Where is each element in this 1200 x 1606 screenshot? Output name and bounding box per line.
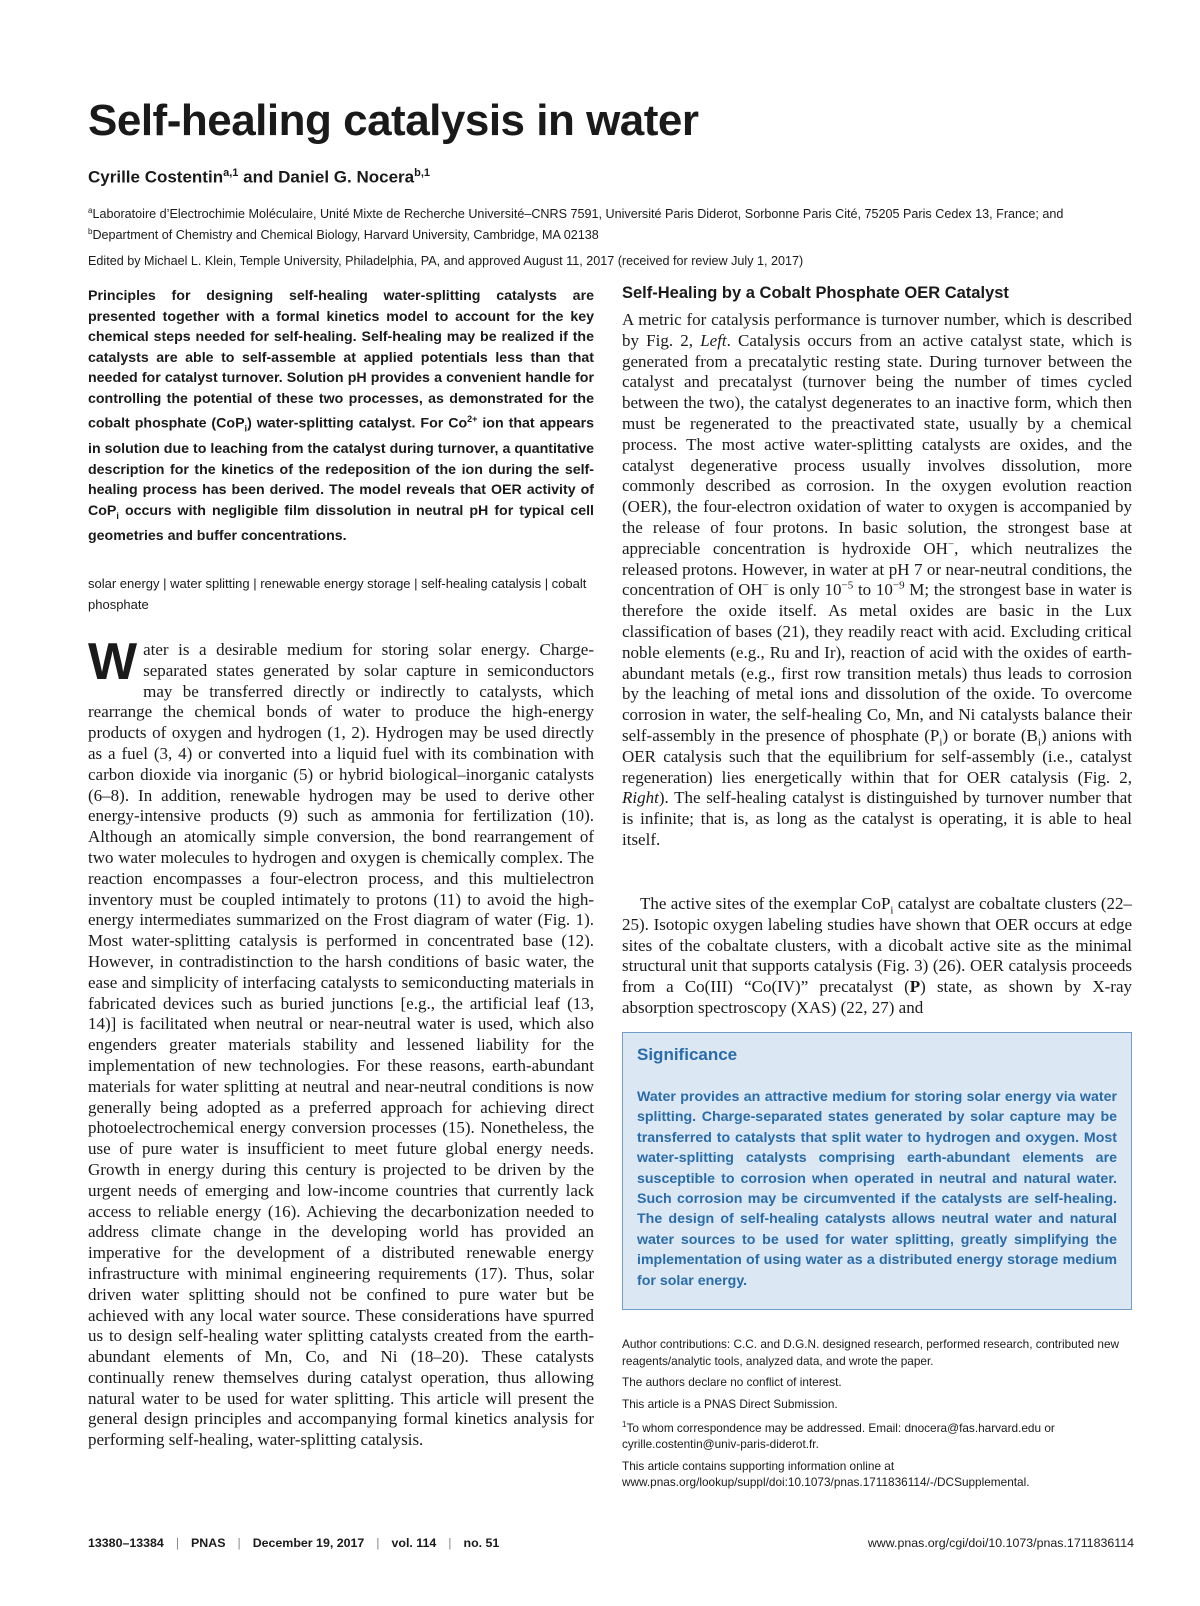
significance-box bbox=[622, 1032, 1132, 1310]
affiliation-a: Laboratoire d’Electrochimie Moléculaire, Unité Mixte de Recherche Université–CNRS 7591, Université Paris Diderot, Sorbonne Paris Cité, 75205 Paris Cedex 13, France; and bbox=[92, 207, 1064, 222]
conflict-statement: The authors declare no conflict of interest. bbox=[622, 1375, 842, 1389]
page-range: 13380–13384 bbox=[88, 1536, 164, 1550]
abstract: Principles for designing self-healing water-splitting catalysts are presented together with a formal kinetics model to account for the key chemical steps needed for self-healing. Self-healing may be realized if the catalysts are able to self-assemble at applied potentials less than that needed for catalyst turnover. Solution pH provides a convenient handle for controlling the potential of these two processes, as demonstrated for the cobalt phosphate (CoP$_i$) water-splitting catalyst. For $Co^{2+}$ ion that appears in solution due to leaching from the catalyst during turnover, a quantitative description for the kinetics of the redeposition of the ion during the self-healing process has been derived. The model reveals that OER activity of CoP$_i$ occurs with negligible film dissolution in neutral pH for typical cell geometries and buffer concentrations. bbox=[88, 288, 594, 544]
edited-by-line: Edited by Michael L. Klein, Temple University, Philadelphia, PA, and approved August 11, 2017 (received for review July 1, 2017) bbox=[88, 254, 804, 268]
separator: | bbox=[376, 1536, 380, 1550]
submission-note: This article is a PNAS Direct Submission. bbox=[622, 1396, 838, 1411]
section-paragraph-2: The active sites of the exemplar CoP$_i$ catalyst are cobaltate clusters (22–25). Isotopic oxygen labeling studies have shown that OER occurs at edge sites of the cobaltate clusters, with a dicobalt active site as the minimal structural unit that supports catalysis (Fig. 3) (26). OER catalysis proceeds from a Co(III) “Co(IV)” precatalyst (P) state, as shown by X-ray absorption spectroscopy (XAS) (22, 27) and bbox=[622, 894, 1132, 1017]
separator: | bbox=[175, 1536, 180, 1550]
correspondence-note[interactable]: $^1$To whom correspondence may be addressed. Email: dnocera@fas.harvard.edu or cyrille.costentin@univ-paris-diderot.fr. bbox=[622, 1420, 1055, 1452]
affiliation-b: Department of Chemistry and Chemical Biology, Harvard University, Cambridge, MA 02138 bbox=[92, 228, 599, 243]
author-contributions: Author contributions: C.C. and D.G.N. designed research, performed research, contributed new reagents/analytic tools, analyzed data, and wrote the paper. bbox=[622, 1337, 1120, 1368]
figure-ref-right[interactable]: Right bbox=[622, 788, 659, 808]
keywords: solar energy | water splitting | renewable energy storage | self-healing catalysis | cobalt phosphate bbox=[88, 576, 587, 612]
journal-name: PNAS bbox=[191, 1536, 226, 1550]
separator: | bbox=[237, 1536, 241, 1550]
issue-date: December 19, 2017 bbox=[252, 1536, 365, 1550]
doi-link[interactable]: www.pnas.org/cgi/doi/10.1073/pnas.1711836114 bbox=[867, 1536, 1134, 1550]
significance-heading: Significance bbox=[637, 1045, 738, 1064]
article-title: Self-healing catalysis in water bbox=[88, 96, 699, 145]
author-costentin[interactable]: Cyrille Costentin bbox=[88, 167, 224, 187]
article-notes bbox=[622, 1336, 1132, 1496]
author-affiliation-mark: a,1 bbox=[223, 167, 239, 179]
author-nocera[interactable]: Daniel G. Nocera bbox=[278, 167, 415, 187]
figure-ref-left[interactable]: Left bbox=[700, 330, 727, 350]
affiliations bbox=[88, 202, 1128, 244]
volume: vol. 114 bbox=[391, 1536, 437, 1550]
supporting-info-link[interactable]: This article contains supporting information online at www.pnas.org/lookup/suppl/doi:10.1073/pnas.1711836114/-/DCSupplemental. bbox=[622, 1458, 1030, 1490]
footer-citation bbox=[88, 1536, 499, 1550]
issue-number: no. 51 bbox=[463, 1536, 500, 1550]
author-conjunction: and bbox=[238, 167, 279, 187]
separator: | bbox=[448, 1536, 452, 1550]
drop-cap: W bbox=[88, 633, 138, 691]
introduction-text: ater is a desirable medium for storing solar energy. Charge-separated states generated by solar capture in semiconductors may be transferred directly or indirectly to catalysts, which rearrange the chemical bonds of water to produce the high-energy products of oxygen and hydrogen (1, 2). Hydrogen may be used directly as a fuel (3, 4) or converted into a liquid fuel with its combination with carbon dioxide via inorganic (5) or hybrid biological–inorganic catalysts (6–8). In addition, renewable hydrogen may be used to derive other energy-intensive products (9) such as ammonia for fertilization (10). Although an atomically simple conversion, the bond rearrangement of two water molecules to hydrogen and oxygen is chemically complex. The reaction encompasses a four-electron process, and this multielectron inventory must be coupled intimately to protons (11) to avoid the high-energy intermediates summarized on the Frost diagram of water (Fig. 1). Most water-splitting catalysis is performed in concentrated base (12). However, in contradistinction to the harsh conditions of basic water, the ease and simplicity of interfacing catalysts to semiconducting materials in fabricated devices such as buried junctions [e.g., the artificial leaf (13, 14)] is facilitated when neutral or near-neutral water is used, which also engenders greater materials stability and lessened liability for the implementation of new technologies. For these reasons, earth-abundant materials for water splitting at neutral and near-neutral conditions is now generally being adopted as a preferred approach for achieving direct photoelectrochemical energy conversion processes (15). Nonetheless, the use of pure water is insufficient to meet future global energy needs. Growth in energy during this century is projected to be driven by the urgent needs of emerging and low-income countries that currently lack access to reliable energy (16). Achieving the decarbonization needed to address climate change in the developing world has provided an imperative for the development of a distributed renewable energy infrastructure with minimal engineering requirements (17). Thus, solar driven water splitting should not be confined to pure water but be achieved with any local water source. These considerations have spurred us to design self-healing water splitting catalysts created from the earth-abundant elements of Mn, Co, and Ni (18–20). These catalysts continually renew themselves during catalyst operation, thus allowing natural water to be used for water splitting. This article will present the general design principles and accompanying formal kinetics analysis for performing self-healing, water-splitting catalysis. bbox=[88, 640, 594, 1450]
affiliation-mark-b: b bbox=[88, 227, 93, 237]
significance-text: Water provides an attractive medium for storing solar energy via water splitting. Charge-separated states generated by solar capture may be transferred to catalysts that split water to hydrogen and oxygen. Most water-splitting catalysts comprising earth-abundant elements are susceptible to corrosion when operated in neutral and natural water. Such corrosion may be circumvented if the catalysts are self-healing. The design of self-healing catalysts allows neutral water and natural water sources to be used for water splitting, greatly simplifying the implementation of using water as a distributed energy storage medium for solar energy. bbox=[637, 1089, 1117, 1289]
introduction-paragraph bbox=[88, 633, 594, 1451]
section-paragraph-1: A metric for catalysis performance is turnover number, which is described by Fig. 2, Left. Catalysis occurs from an active catalyst state, which is generated from a precatalytic resting state. During turnover between the catalyst and precatalyst (turnover being the number of times cycled between the two), the catalyst degenerates to an inactive form, which then must be regenerated to the preactivated state, usually by a chemical process. The most active water-splitting catalysts are oxides, and the catalyst degenerative process usually involves dissolution, more commonly described as corrosion. In the oxygen evolution reaction (OER), the four-electron oxidation of water to oxygen is accompanied by the release of four protons. In basic solution, the strongest base at appreciable concentration is hydroxide OH−, which neutralizes the released protons. However, in water at pH 7 or near-neutral conditions, the concentration of OH− is only $10^{-5}$ to $10^{-9}$ M; the strongest base in water is therefore the oxide itself. As metal oxides are basic in the Lux classification of bases (21), they readily react with acid. Excluding critical noble elements (e.g., Ru and Ir), reaction of acid with the oxides of earth-abundant metals (e.g., first row transition metals) thus leads to corrosion by the leaching of metal ions and dissolution of the oxide. To overcome corrosion in water, the self-healing Co, Mn, and Ni catalysts balance their self-assembly in the presence of phosphate $(P_i)$ or borate $(B_i)$ anions with OER catalysis such that the equilibrium for self-assembly (i.e., catalyst regeneration) lies energetically within that for OER catalysis (Fig. 2, Right). The self-healing catalyst is distinguished by turnover number that is infinite; that is, as long as the catalyst is operating, it is able to heal itself. bbox=[622, 310, 1133, 849]
affiliation-mark-a: a bbox=[88, 206, 93, 215]
author-affiliation-mark: b,1 bbox=[414, 167, 431, 179]
author-list bbox=[88, 167, 430, 188]
section-heading: Self-Healing by a Cobalt Phosphate OER Catalyst bbox=[622, 284, 1009, 302]
